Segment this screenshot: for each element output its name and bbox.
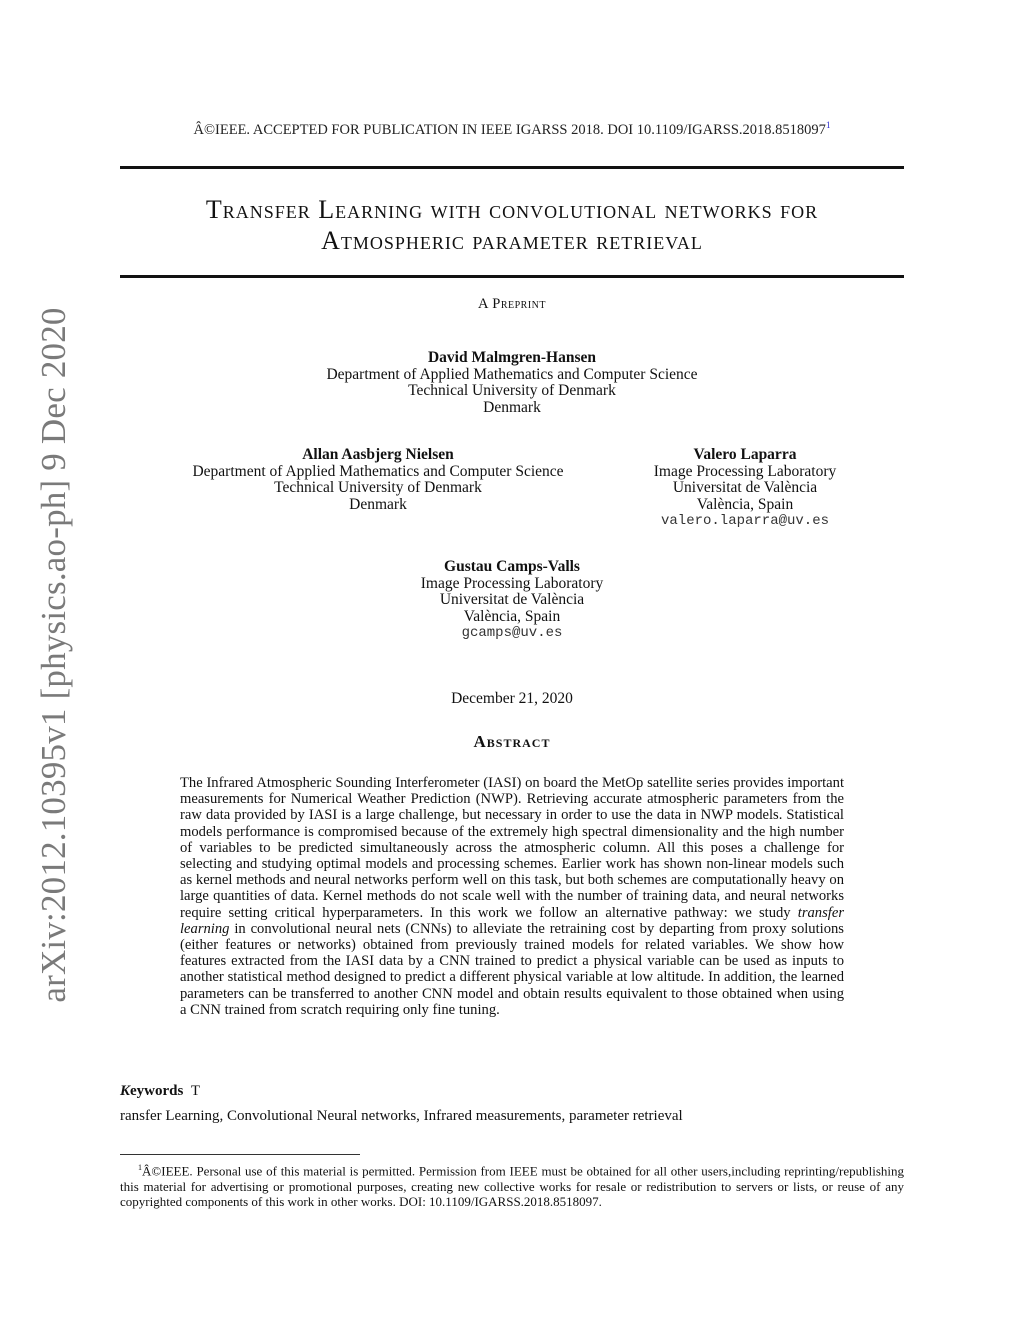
author-name: Gustau Camps-Valls xyxy=(444,558,580,575)
author-name: Valero Laparra xyxy=(693,446,797,463)
author-affiliation: Image Processing Laboratory xyxy=(420,574,604,592)
author-affiliation: València, Spain xyxy=(696,495,794,513)
author-affiliation: Denmark xyxy=(483,398,541,416)
abstract-text: in convolutional neural nets (CNNs) to alleviate the retraining cost by departing from proxy solutions (either features or networks) obtained from previously trained models for related variables. We show how features extracted from the IASI data by a CNN trained to predict a physical variable can be used as inputs to another statistical method designed to predict a different physical variable at low altitude. In addition, the learned parameters can be transferred to another CNN model and obtain results equivalent to those obtained when using a CNN trained from scratch requiring only fine tuning. xyxy=(180,920,844,1018)
title-bottom-rule xyxy=(120,275,904,278)
author-affiliation: Technical University of Denmark xyxy=(274,479,482,496)
abstract-text: The Infrared Atmospheric Sounding Interferometer (IASI) on board the MetOp satellite series provides important measurements for Numerical Weather Prediction (NWP). Retrieving accurate atmospheric parameters from the raw data provided by IASI is a large challenge, but necessary in order to use the data in NWP models. Statistical models performance is compromised because of the extremely high spectral dimensionality and the high number of variables to be predicted simultaneously across the atmospheric column. All this poses a challenge for selecting and studying optimal models and processing schemes. Earlier work has shown non-linear models such as kernel methods and neural networks perform well on this task, but both schemes are computationally heavy on large quantities of data. Kernel methods do not scale well with the number of training data, and neural networks require setting critical hyperparameters. In this work we follow an alternative pathway: we study xyxy=(180,775,844,921)
author-affiliation: Universitat de València xyxy=(439,591,585,608)
keywords-label-rest: eywords xyxy=(130,1083,184,1099)
abstract-body xyxy=(180,775,844,1018)
author-affiliation: València, Spain xyxy=(463,607,561,625)
footnote-mark: 1 xyxy=(138,1163,142,1172)
author-affiliation: Department of Applied Mathematics and Computer Science xyxy=(192,462,564,480)
paper-title-line-2: Atmospheric parameter retrieval xyxy=(321,226,703,255)
author-name: Allan Aasbjerg Nielsen xyxy=(302,446,454,463)
author-block xyxy=(262,350,762,416)
paper-title-line-1: Transfer Learning with convolutional networks for xyxy=(205,195,819,224)
running-header xyxy=(0,120,1024,139)
author-email[interactable]: valero.laparra@uv.es xyxy=(660,513,830,529)
arxiv-identifier-text: arXiv:2012.10395v1 [physics.ao-ph] 9 Dec 2020 xyxy=(34,307,73,1003)
footnote xyxy=(120,1160,904,1210)
author-block xyxy=(362,559,662,642)
footnote-text: Â©IEEE. Personal use of this material is permitted. Permission from IEEE must be obtained for all other users,including reprinting/republishing this material for advertising or promotional purposes, creating new collective works for resale or redistribution to servers or lists, or reuse of any copyrighted components of this work in other works. DOI: 10.1109/IGARSS.2018.8518097. xyxy=(120,1163,904,1210)
author-affiliation: Universitat de València xyxy=(672,479,818,496)
keywords-first-letter: T xyxy=(190,1083,201,1099)
publication-date: December 21, 2020 xyxy=(451,690,573,707)
abstract-emphasis: transfer learning xyxy=(180,904,844,937)
author-email[interactable]: gcamps@uv.es xyxy=(461,625,563,641)
abstract-heading: Abstract xyxy=(473,732,551,751)
keywords-label-initial: K xyxy=(120,1083,131,1099)
preprint-label: A Preprint xyxy=(477,296,547,312)
author-block xyxy=(153,447,603,513)
author-block xyxy=(620,447,870,530)
author-affiliation: Image Processing Laboratory xyxy=(653,462,837,480)
paper-title xyxy=(120,194,904,256)
author-name: David Malmgren-Hansen xyxy=(427,349,597,366)
title-top-rule xyxy=(120,166,904,169)
running-header-text: Â©IEEE. ACCEPTED FOR PUBLICATION IN IEEE IGARSS 2018. DOI 10.1109/IGARSS.2018.8518097 xyxy=(193,121,826,138)
keywords-label xyxy=(120,1083,200,1100)
author-affiliation: Denmark xyxy=(349,495,407,513)
footnote-divider xyxy=(120,1154,360,1155)
author-affiliation: Technical University of Denmark xyxy=(408,382,616,399)
keywords-list: ransfer Learning, Convolutional Neural networks, Infrared measurements, parameter retrieval xyxy=(120,1108,683,1124)
header-footnote-link[interactable]: 1 xyxy=(825,120,831,130)
author-affiliation: Department of Applied Mathematics and Computer Science xyxy=(326,365,698,383)
